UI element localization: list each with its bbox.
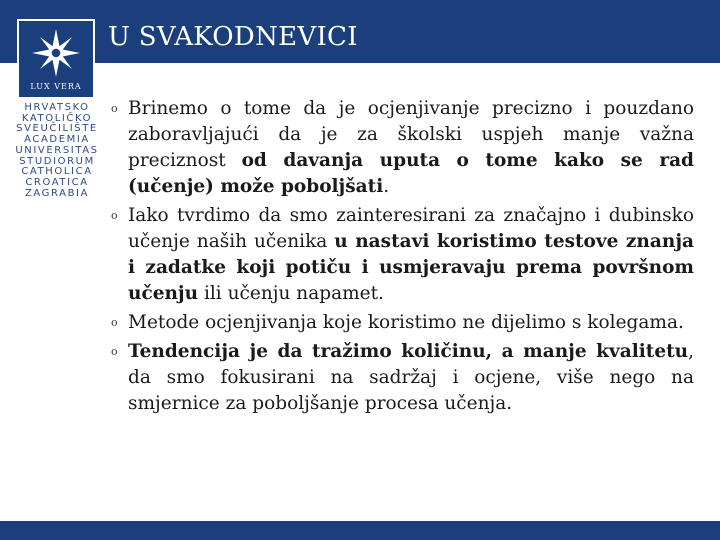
university-name: [14, 103, 100, 199]
bullet-text: Brinemo o tome da je ocjenjivanje precizno i pouzdano zaboravljajući da je za školski uspjeh manje važna preciznost: [128, 98, 694, 171]
bullet-text: .: [383, 176, 390, 197]
university-line: CROATICA: [25, 176, 89, 188]
bullet-text-bold: od davanja uputa o tome kako se rad (učenje) može poboljšati: [128, 150, 694, 197]
university-line: STUDIORUM: [19, 155, 95, 167]
bullet-text: Iako tvrdimo da smo zainteresirani za značajno i dubinsko učenje naših učenika: [128, 205, 694, 252]
bullet-text-bold: Tendencija je da tražimo količinu, a manje kvalitetu: [128, 341, 689, 362]
bullet-list: [108, 96, 694, 420]
bullet-item: [108, 96, 694, 200]
bullet-marker: o: [111, 102, 118, 115]
university-line: ACADEMIA: [24, 134, 90, 146]
university-line: KATOLIČKO: [21, 112, 93, 124]
university-line: ZAGRABIA: [24, 187, 90, 199]
bullet-text: , da smo fokusirani na sadržaj i ocjene, više nego na smjernice za poboljšanje procesa učenja.: [128, 341, 694, 414]
bullet-marker: o: [111, 316, 118, 329]
bullet-marker: o: [111, 345, 118, 358]
university-line: SVEUČILIŠTE: [16, 123, 98, 135]
bullet-text: ili učenju napamet.: [198, 283, 384, 304]
bullet-item: [108, 310, 694, 336]
logo-motto: LUX VERA: [30, 82, 82, 91]
footer-bar: [0, 521, 720, 540]
university-line: HRVATSKO: [24, 102, 90, 113]
university-line: CATHOLICA: [21, 166, 93, 178]
university-line: UNIVERSITAS: [15, 144, 99, 156]
bullet-text-bold: u nastavi koristimo testove znanja i zadatke koji potiču i usmjeravaju prema površnom učenju: [128, 231, 694, 304]
bullet-text: Metode ocjenjivanja koje koristimo ne dijelimo s kolegama.: [128, 312, 684, 333]
bullet-item: [108, 339, 694, 417]
bullet-item: [108, 203, 694, 307]
bullet-marker: o: [111, 209, 118, 222]
slide-title: U SVAKODNEVICI: [108, 22, 358, 52]
star-compass-icon: [19, 21, 93, 81]
